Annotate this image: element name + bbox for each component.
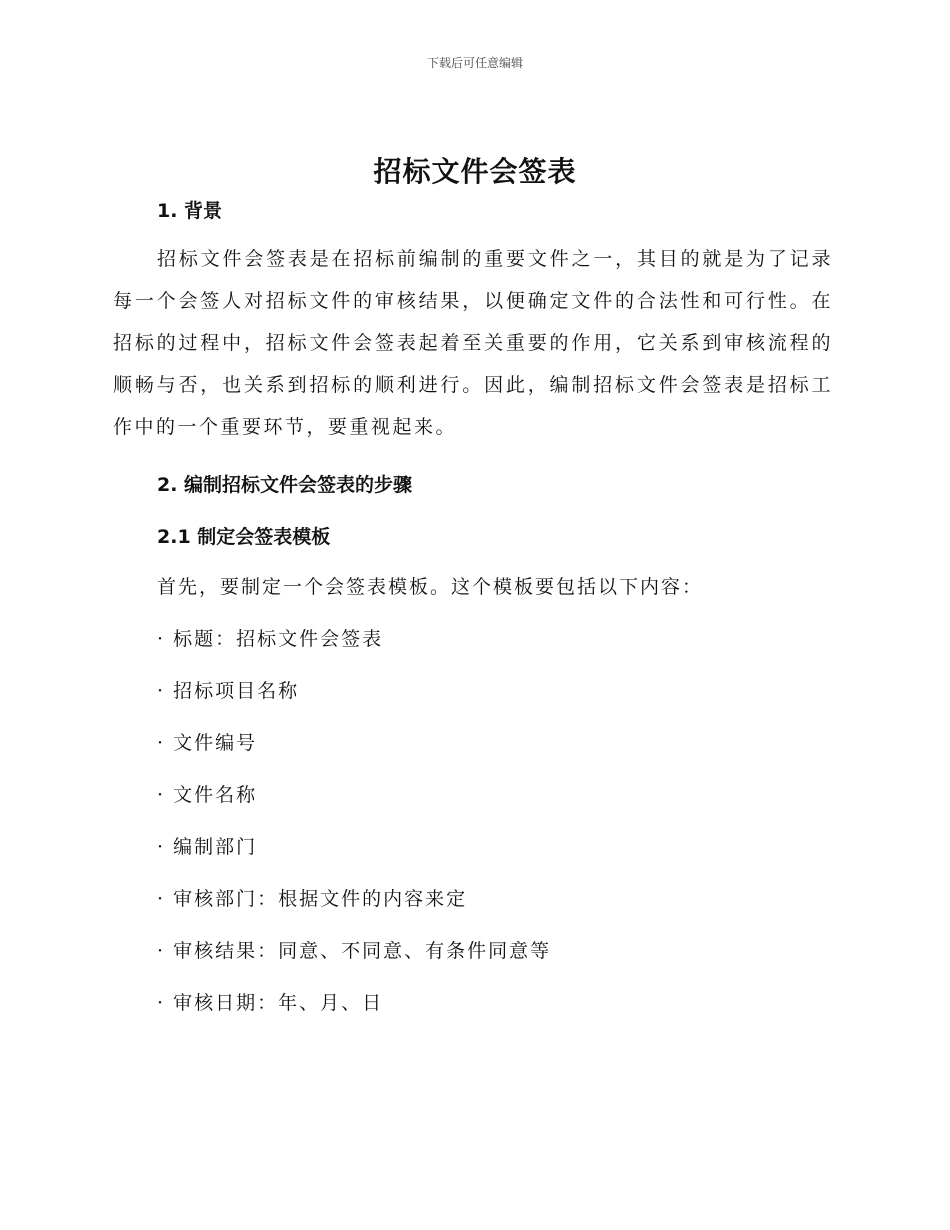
section-heading-background: 1. 背景 xyxy=(157,200,223,222)
list-item: · 标题：招标文件会签表 xyxy=(157,628,384,650)
list-item: · 文件编号 xyxy=(157,732,258,754)
list-item: · 审核日期：年、月、日 xyxy=(157,992,384,1014)
list-item: · 文件名称 xyxy=(157,784,258,806)
document-body xyxy=(113,196,833,1018)
header-note: 下载后可任意编辑 xyxy=(426,56,523,70)
list-item: · 招标项目名称 xyxy=(157,680,300,702)
list-item: · 审核部门：根据文件的内容来定 xyxy=(157,888,468,910)
list-item: · 审核结果：同意、不同意、有条件同意等 xyxy=(157,940,552,962)
template-items-list xyxy=(113,624,833,1018)
background-paragraph: 招标文件会签表是在招标前编制的重要文件之一，其目的就是为了记录每一个会签人对招标文件的审核结果，以便确定文件的合法性和可行性。在招标的过程中，招标文件会签表起着至关重要的作用，它关系到审核流程的顺畅与否，也关系到招标的顺利进行。因此，编制招标文件会签表是招标工作中的一个重要环节，要重视起来。 xyxy=(113,248,833,438)
section-heading-steps: 2. 编制招标文件会签表的步骤 xyxy=(157,474,413,496)
template-intro: 首先，要制定一个会签表模板。这个模板要包括以下内容： xyxy=(157,576,704,598)
list-item: · 编制部门 xyxy=(157,836,258,858)
subsection-heading-template: 2.1 制定会签表模板 xyxy=(157,526,331,548)
document-title: 招标文件会签表 xyxy=(373,155,577,188)
